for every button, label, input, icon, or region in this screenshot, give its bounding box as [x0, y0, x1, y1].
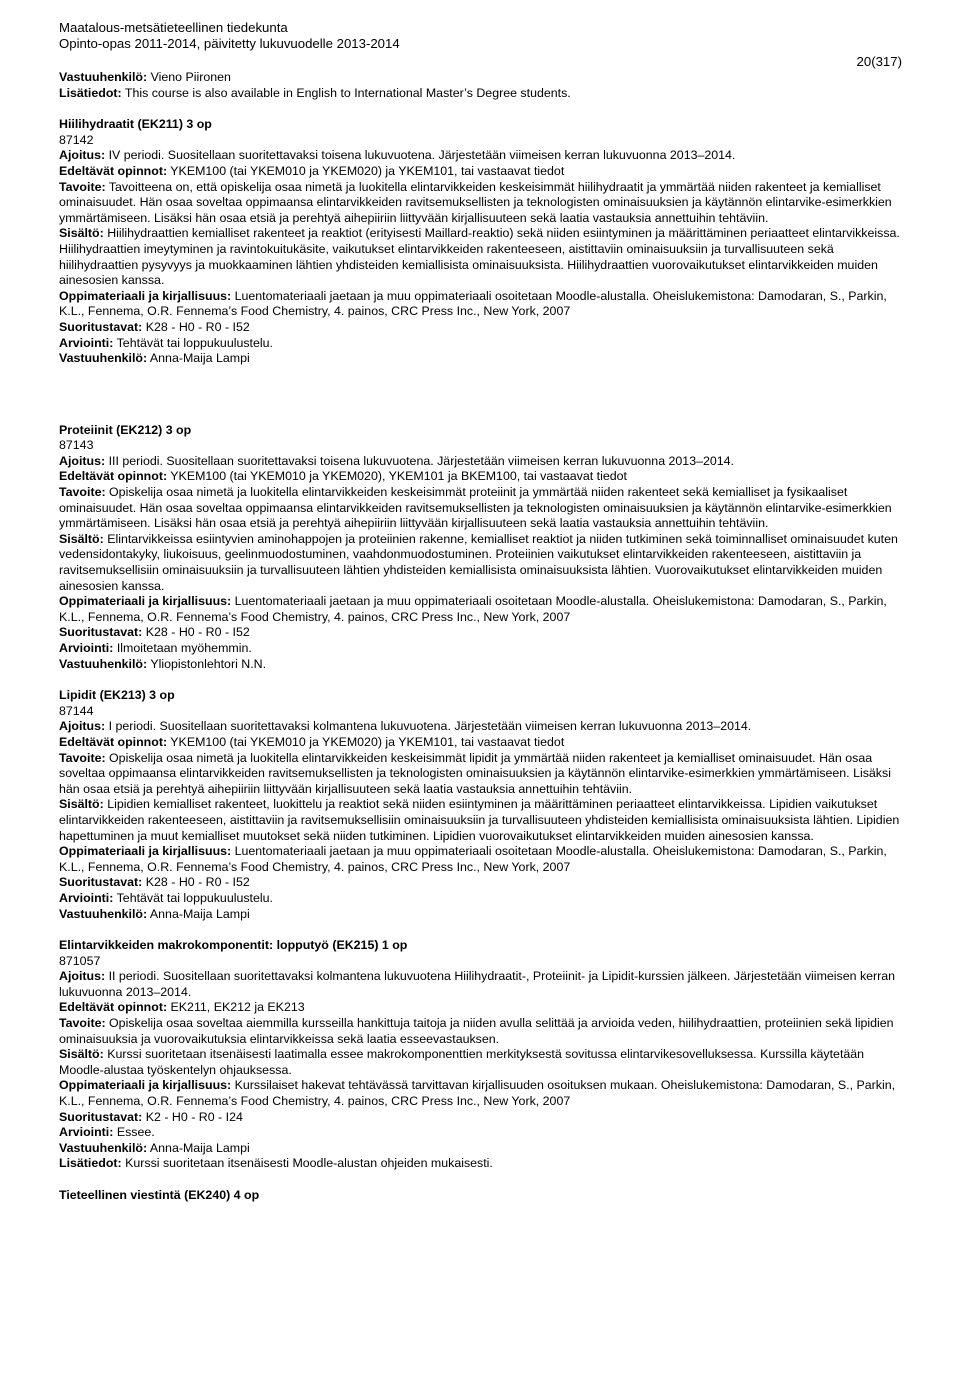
- goal: Opiskelija osaa nimetä ja luokitella elintarvikkeiden keskeisimmät proteiinit ja ymmärtää niiden rakenteet sekä kemialliset ja fysikaaliset ominaisuudet. Hän osaa soveltaa oppimaansa elintarvikkeiden ravitsemuksellisten ja teknologisten ominaisuuksien ja käytännön elintarvike-esimerkkien ymmärtämiseen. Lisäksi hän osaa etsiä ja perehtyä aihepiiriin liittyvään kirjallisuuteen sekä laatia vastauksia annettuihin tehtäviin.: [59, 485, 892, 531]
- content: Hiilihydraattien kemialliset rakenteet ja reaktiot (erityisesti Maillard-reaktio) sekä niiden esiintyminen ja määrittäminen periaatteet elintarvikkeissa. Hiilihydraattien imeytyminen ja ravintokuitukäsite, vaikutukset elintarvikkeiden rakenteeseen, aistittaviin ominaisuuksiin ja turvallisuuteen sekä hiilihydraattien pysyvyys ja muokkaaminen lähtien yhdisteiden kemiallisista ominaisuuksista. Hiilihydraattien vuorovaikutukset elintarvikkeiden muiden ainesosien kanssa.: [59, 226, 900, 288]
- additional-info: Kurssi suoritetaan itsenäisesti Moodle-alustan ohjeiden mukaisesti.: [121, 1156, 493, 1171]
- label: Tavoite:: [59, 485, 106, 500]
- content: Elintarvikkeissa esiintyvien aminohappojen ja proteiinien rakenne, kemialliset reaktiot ja niiden tutkiminen sekä toiminnalliset ominaisuudet kuten vedensidontakyky, liukoisuus, geelinmuodostuminen, vaahdonmuodostuminen. Proteiinien vaikutukset elintarvikkeiden rakenteeseen, aistittaviin ja ravitsemuksellisiin ominaisuuksiin ja turvallisuuteen lähtien yhdisteiden kemiallisista ominaisuuksista lähtien. Vuorovaikutukset elintarvikkeiden muiden ainesosien kanssa.: [59, 531, 898, 593]
- label: Edeltävät opinnot:: [59, 1000, 168, 1015]
- course-title: Hiilihydraatit (EK211) 3 op: [59, 117, 212, 132]
- label: Arviointi:: [59, 335, 114, 350]
- label: Edeltävät opinnot:: [59, 469, 168, 484]
- material: Luentomateriaali jaetaan ja muu oppimateriaali osoitetaan Moodle-alustalla. Oheislukemistona: Damodaran, S., Parkin, K.L., Fennema, O.R. Fennema’s Food Chemistry, 4. painos, CRC Press Inc., New York, 2007: [59, 594, 887, 624]
- responsible-person: Anna-Maija Lampi: [147, 906, 250, 921]
- additional-info: This course is also available in English to International Master’s Degree students.: [121, 85, 571, 100]
- evaluation: Tehtävät tai loppukuulustelu.: [113, 890, 273, 905]
- label: Vastuuhenkilö:: [59, 1140, 148, 1155]
- course-ek240: [59, 1188, 904, 1204]
- label: Oppimateriaali ja kirjallisuus:: [59, 844, 232, 859]
- course-ek212: [59, 423, 904, 673]
- course-ek215: [59, 938, 904, 1172]
- responsible-person: Yliopistonlehtori N.N.: [147, 656, 267, 671]
- timing: III periodi. Suositellaan suoritettavaksi toisena lukuvuotena. Järjestetään viimeisen kerran lukuvuonna 2013–2014.: [105, 453, 734, 468]
- methods: K2 - H0 - R0 - I24: [142, 1109, 243, 1124]
- responsible-person: Vieno Piironen: [147, 70, 231, 84]
- prerequisites: YKEM100 (tai YKEM010 ja YKEM020) ja YKEM101, tai vastaavat tiedot: [167, 734, 565, 749]
- label: Ajoitus:: [59, 453, 106, 468]
- label: Oppimateriaali ja kirjallisuus:: [59, 288, 232, 303]
- material: Kurssilaiset hakevat tehtävässä tarvittavan kirjallisuuden osoituksen mukaan. Oheislukemistona: Damodaran, S., Parkin, K.L., Fennema, O.R. Fennema’s Food Chemistry, 4. painos, CRC Press Inc., New York, 2007: [59, 1078, 896, 1109]
- label: Vastuuhenkilö:: [59, 70, 148, 84]
- timing: IV periodi. Suositellaan suoritettavaksi toisena lukuvuotena. Järjestetään viimeisen kerran lukuvuonna 2013–2014.: [105, 148, 736, 163]
- label: Arviointi:: [59, 641, 114, 655]
- label: Vastuuhenkilö:: [59, 351, 148, 366]
- course-ek211: [59, 117, 904, 367]
- label: Vastuuhenkilö:: [59, 906, 148, 921]
- label: Oppimateriaali ja kirjallisuus:: [59, 594, 232, 609]
- label: Ajoitus:: [59, 719, 106, 734]
- faculty-name: Maatalous-metsätieteellinen tiedekunta: [59, 20, 288, 35]
- label: Oppimateriaali ja kirjallisuus:: [59, 1078, 232, 1093]
- evaluation: Ilmoitetaan myöhemmin.: [113, 641, 252, 655]
- evaluation: Essee.: [113, 1125, 155, 1140]
- methods: K28 - H0 - R0 - I52: [142, 319, 250, 334]
- responsible-person: Anna-Maija Lampi: [147, 351, 250, 366]
- prev-course-tail: [59, 70, 904, 101]
- label: Edeltävät opinnot:: [59, 734, 168, 749]
- page-header: [59, 20, 904, 52]
- label: Lisätiedot:: [59, 85, 122, 100]
- course-title: Proteiinit (EK212) 3 op: [59, 422, 192, 437]
- label: Sisältö:: [59, 226, 104, 241]
- label: Vastuuhenkilö:: [59, 656, 148, 671]
- timing: I periodi. Suositellaan suoritettavaksi kolmantena lukuvuotena. Järjestetään viimeisen kerran lukuvuonna 2013–2014.: [105, 719, 752, 734]
- label: Sisältö:: [59, 531, 104, 546]
- goal: Opiskelija osaa nimetä ja luokitella elintarvikkeiden keskeisimmät lipidit ja ymmärtää niiden rakenteet ja kemialliset ominaisuudet. Hän osaa soveltaa oppimaansa elintarvikkeiden ravitsemuksellisten ja teknologisten ominaisuuksien ja käytännön elintarvike-esimerkkien ymmärtämiseen. Lisäksi hän osaa etsiä ja perehtyä aihepiiriin liittyvään kirjallisuuteen sekä laatia vastauksia annettuihin tehtäviin.: [59, 750, 891, 796]
- label: Suoritustavat:: [59, 875, 143, 890]
- content: Kurssi suoritetaan itsenäisesti laatimalla essee makrokomponenttien merkityksestä sovitussa elintarvikesovelluksessa. Kurssilla käytetään Moodle-alustaa työskentelyn ohjauksessa.: [59, 1047, 865, 1077]
- responsible-person: Anna-Maija Lampi: [147, 1140, 250, 1155]
- page-number: 20(317): [856, 54, 902, 69]
- material: Luentomateriaali jaetaan ja muu oppimateriaali osoitetaan Moodle-alustalla. Oheislukemistona: Damodaran, S., Parkin, K.L., Fennema, O.R. Fennema’s Food Chemistry, 4. painos, CRC Press Inc., New York, 2007: [59, 288, 887, 319]
- goal: Tavoitteena on, että opiskelija osaa nimetä ja luokitella elintarvikkeiden keskeisimmät hiilihydraatit ja ymmärtää niiden rakenteet ja kemialliset ominaisuudet. Hän osaa soveltaa oppimaansa elintarvikkeiden ravitsemuksellisten ja teknologisten ominaisuuksien ja käytännön elintarvike-esimerkkien ymmärtämiseen. Lisäksi hän osaa etsiä ja perehtyä aihepiiriin liittyvään kirjallisuuteen sekä laatia vastauksia annettuihin tehtäviin.: [59, 179, 892, 225]
- course-title: Tieteellinen viestintä (EK240) 4 op: [59, 1188, 260, 1202]
- label: Suoritustavat:: [59, 625, 143, 640]
- methods: K28 - H0 - R0 - I52: [142, 875, 250, 890]
- course-code: 87144: [59, 703, 94, 718]
- course-code: 871057: [59, 953, 101, 968]
- label: Tavoite:: [59, 1016, 106, 1031]
- label: Sisältö:: [59, 1047, 104, 1062]
- label: Lisätiedot:: [59, 1156, 122, 1171]
- methods: K28 - H0 - R0 - I52: [142, 625, 250, 640]
- course-title: Elintarvikkeiden makrokomponentit: lopputyö (EK215) 1 op: [59, 938, 408, 953]
- label: Tavoite:: [59, 750, 106, 765]
- label: Ajoitus:: [59, 148, 106, 163]
- course-code: 87142: [59, 132, 94, 147]
- label: Arviointi:: [59, 1125, 114, 1140]
- label: Tavoite:: [59, 179, 106, 194]
- label: Ajoitus:: [59, 969, 106, 984]
- course-title: Lipidit (EK213) 3 op: [59, 688, 175, 703]
- evaluation: Tehtävät tai loppukuulustelu.: [113, 335, 273, 350]
- guide-title: Opinto-opas 2011-2014, päivitetty lukuvuodelle 2013-2014: [59, 36, 400, 51]
- label: Sisältö:: [59, 797, 104, 812]
- timing: II periodi. Suositellaan suoritettavaksi kolmantena lukuvuotena Hiilihydraatit-, Proteiinit- ja Lipidit-kurssien jälkeen. Järjestetään viimeisen kerran lukuvuonna 2013–2014.: [59, 969, 896, 999]
- prerequisites: EK211, EK212 ja EK213: [167, 1000, 305, 1015]
- prerequisites: YKEM100 (tai YKEM010 ja YKEM020), YKEM101 ja BKEM100, tai vastaavat tiedot: [167, 469, 627, 484]
- label: Suoritustavat:: [59, 1109, 143, 1124]
- label: Suoritustavat:: [59, 319, 143, 334]
- course-ek213: [59, 688, 904, 922]
- document-page: [59, 20, 904, 1204]
- label: Arviointi:: [59, 890, 114, 905]
- course-code: 87143: [59, 438, 94, 453]
- prerequisites: YKEM100 (tai YKEM010 ja YKEM020) ja YKEM101, tai vastaavat tiedot: [167, 163, 565, 178]
- content: Lipidien kemialliset rakenteet, luokittelu ja reaktiot sekä niiden esiintyminen ja määrittäminen periaatteet elintarvikkeissa. Lipidien vaikutukset elintarvikkeiden rakenteeseen, aistittaviin ja ravitsemuksellisiin ominaisuuksiin ja turvallisuuteen yhdisteiden kemiallisista ominaisuuksista lähtien. Lipidien hapettuminen ja muut kemialliset muutokset sekä niiden tutkiminen. Lipidien vuorovaikutukset elintarvikkeiden muiden ainesosien kanssa.: [59, 797, 900, 843]
- material: Luentomateriaali jaetaan ja muu oppimateriaali osoitetaan Moodle-alustalla. Oheislukemistona: Damodaran, S., Parkin, K.L., Fennema, O.R. Fennema’s Food Chemistry, 4. painos, CRC Press Inc., New York, 2007: [59, 844, 887, 874]
- goal: Opiskelija osaa soveltaa aiemmilla kursseilla hankittuja taitoja ja niiden avulla selittää ja arvioida veden, hiilihydraattien, proteiinien sekä lipidien ominaisuuksia ja vuorovaikutuksia elintarvikkeissa sekä laatia esseevastauksen.: [59, 1016, 894, 1046]
- label: Edeltävät opinnot:: [59, 163, 168, 178]
